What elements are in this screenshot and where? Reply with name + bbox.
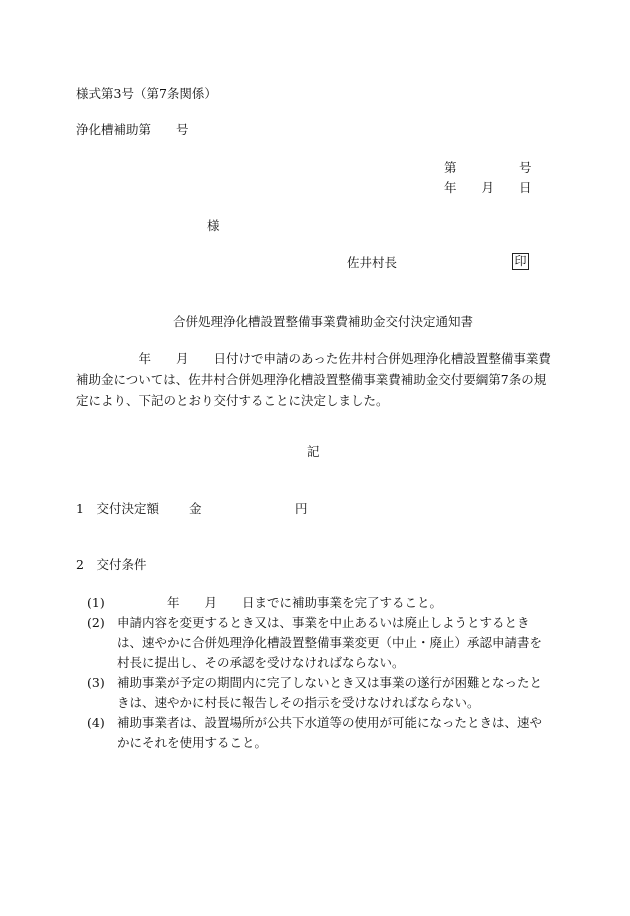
seal-mark: 印 — [512, 253, 529, 270]
addressee-honorific: 様 — [207, 218, 220, 233]
currency-prefix: 金 — [189, 501, 202, 516]
grant-amount-label: 1 交付決定額 — [76, 501, 159, 516]
condition-number: (2) — [87, 615, 105, 630]
condition-item — [87, 593, 553, 613]
conditions-heading: 2 交付条件 — [76, 557, 147, 572]
document-date: 年 月 日 — [444, 180, 532, 195]
document-number: 第 号 — [444, 160, 532, 175]
condition-number: (1) — [87, 595, 105, 610]
reference-number: 浄化槽補助第 号 — [76, 122, 189, 137]
condition-text: 年 月 日までに補助事業を完了すること。 — [117, 595, 443, 610]
document-title: 合併処理浄化槽設置整備事業費補助金交付決定通知書 — [173, 314, 474, 329]
condition-item — [87, 713, 553, 753]
condition-text: 補助事業者は、設置場所が公共下水道等の使用が可能になったときは、速やかにそれを使用すること。 — [117, 715, 543, 750]
body-paragraph: 年 月 日付けで申請のあった佐井村合併処理浄化槽設置整備事業費補助金については、佐井村合併処理浄化槽設置整備事業費補助金交付要綱第7条の規定により、下記のとおり交付することに決定しました。 — [76, 351, 551, 408]
condition-number: (3) — [87, 675, 105, 690]
condition-item — [87, 613, 553, 673]
condition-number: (4) — [87, 715, 105, 730]
currency-suffix: 円 — [295, 501, 308, 516]
form-label: 様式第3号（第7条関係） — [76, 86, 217, 101]
sender-name: 佐井村長 — [347, 255, 398, 270]
condition-item — [87, 673, 553, 713]
ki-marker: 記 — [307, 444, 320, 459]
condition-text: 申請内容を変更するとき又は、事業を中止あるいは廃止しようとするときは、速やかに合併処理浄化槽設置整備事業変更（中止・廃止）承認申請書を村長に提出し、その承認を受けなければならない。 — [117, 615, 543, 670]
conditions-list — [87, 593, 553, 753]
condition-text: 補助事業が予定の期間内に完了しないとき又は事業の遂行が困難となったときは、速やかに村長に報告しその指示を受けなければならない。 — [117, 675, 543, 710]
